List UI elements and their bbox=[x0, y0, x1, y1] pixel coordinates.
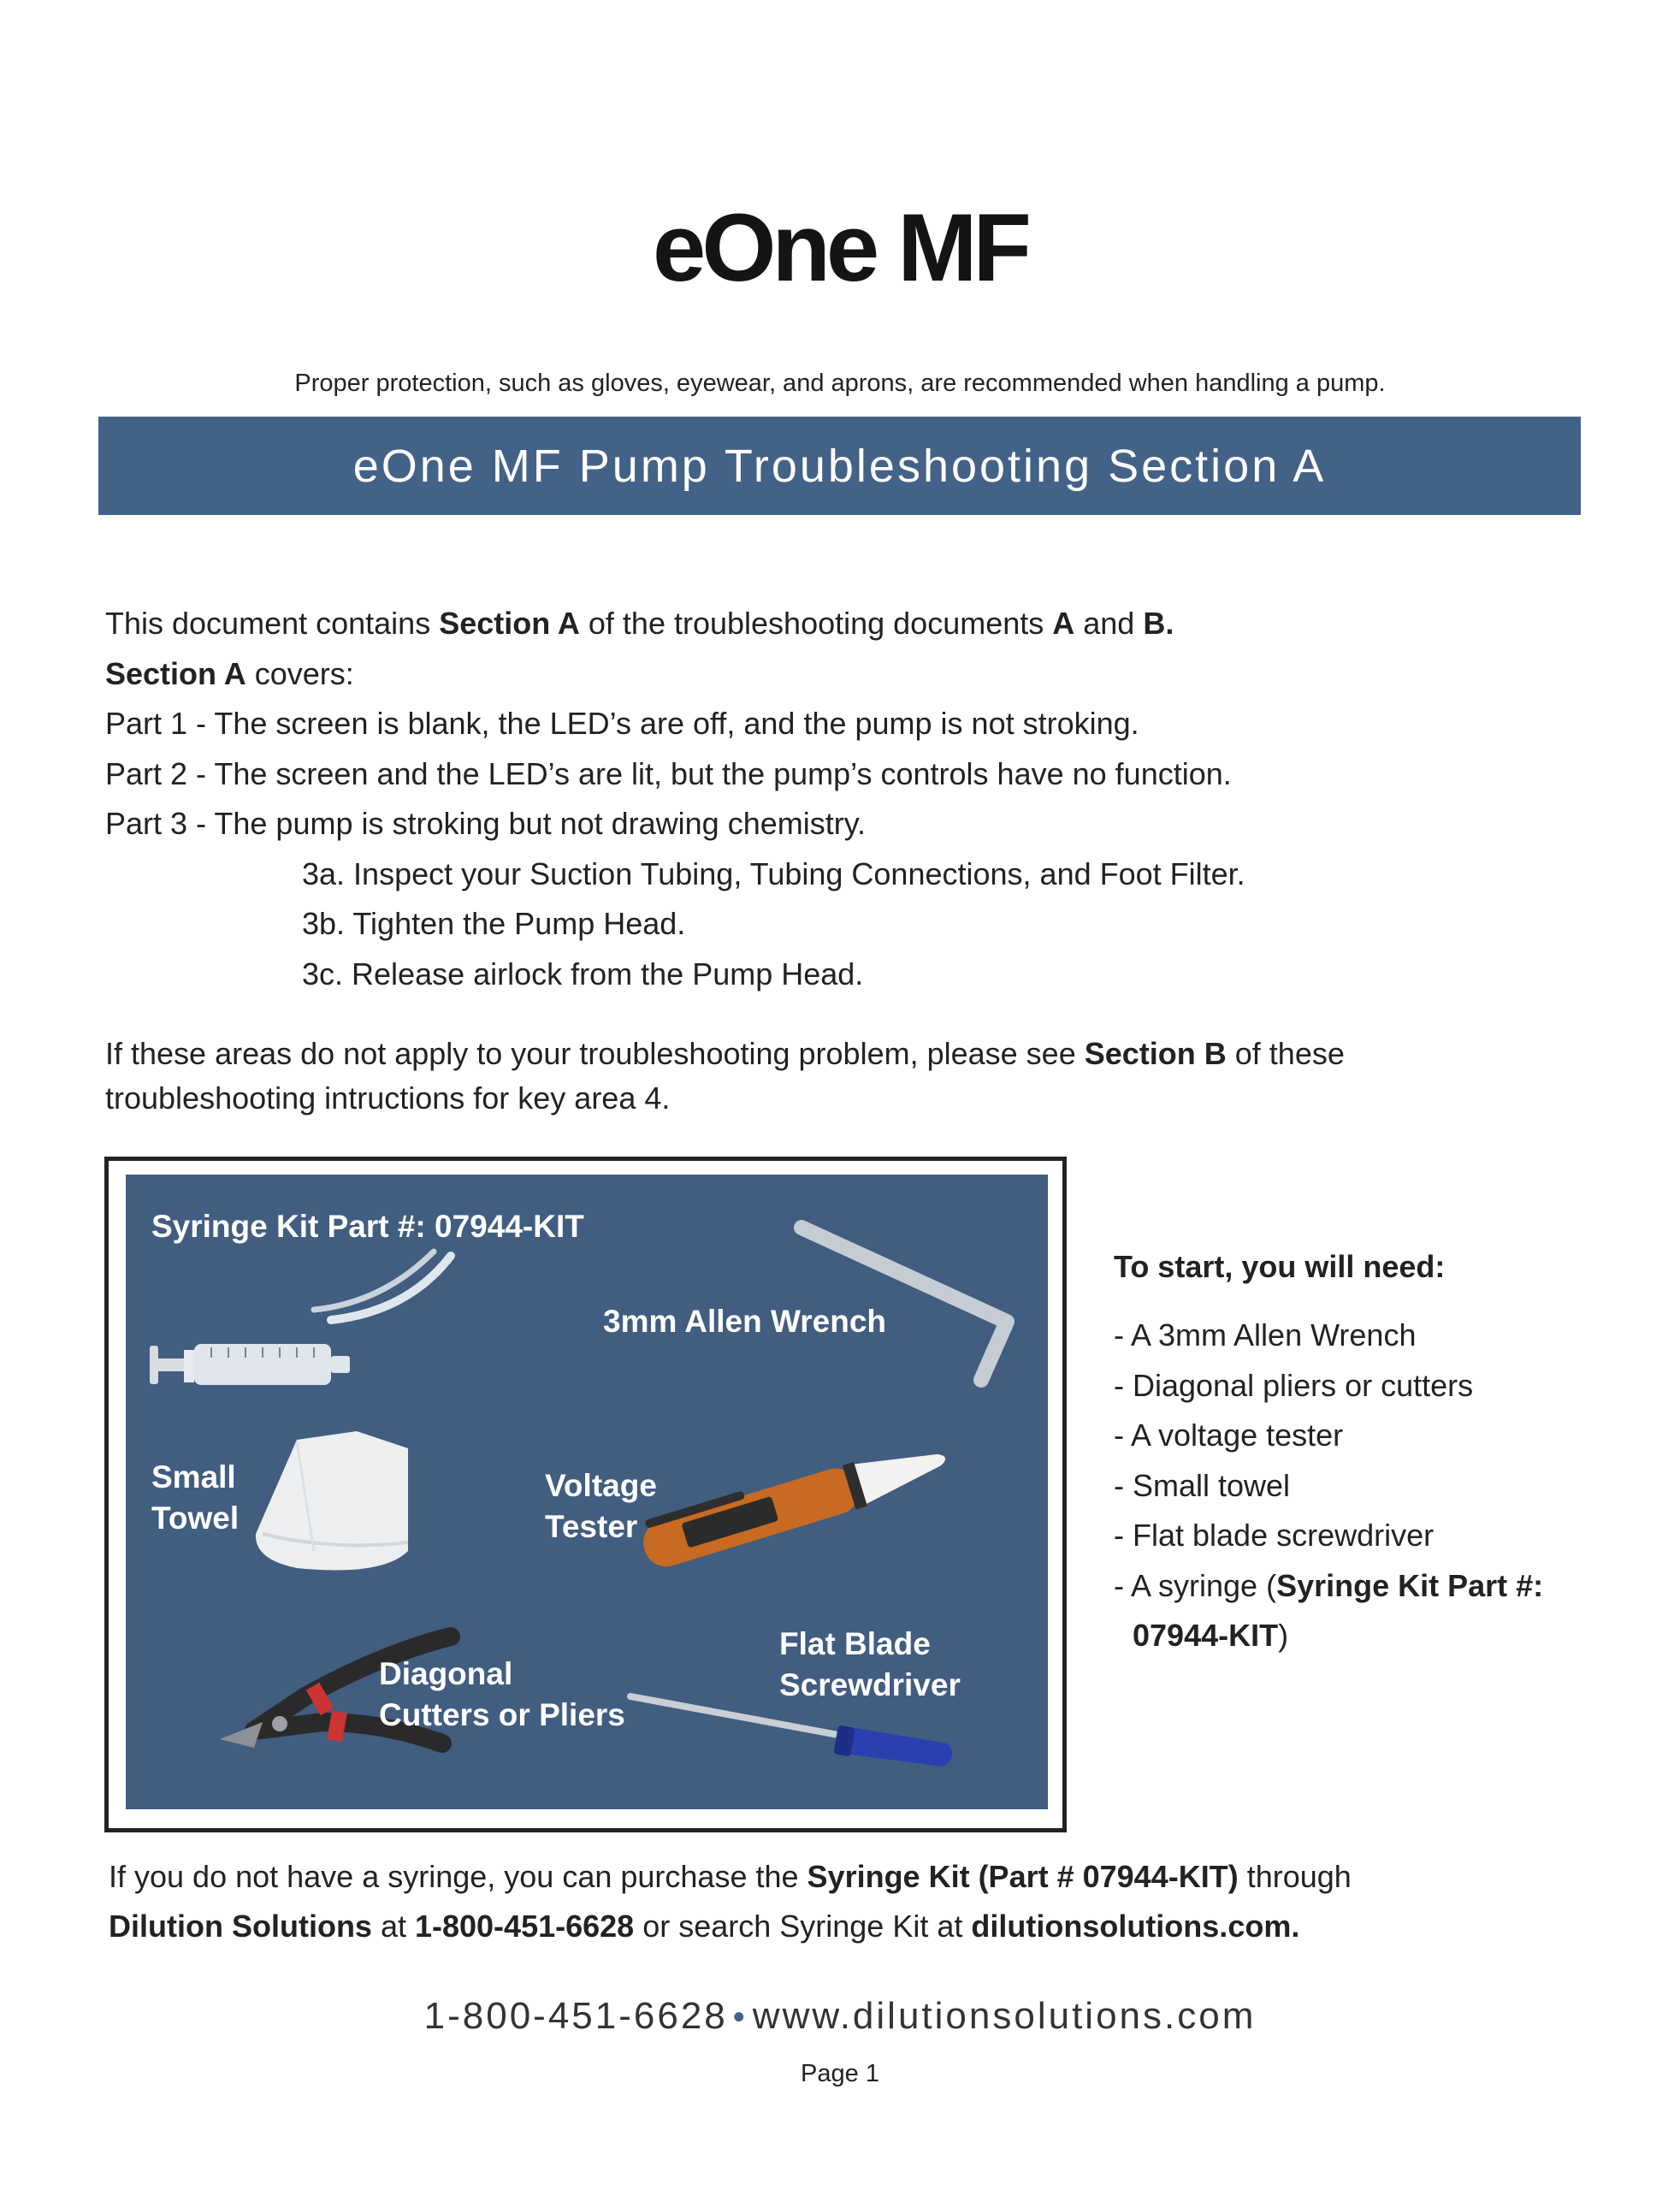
label-voltage-tester bbox=[545, 1465, 657, 1548]
logo-title: eOne MF bbox=[653, 194, 1027, 301]
text: Section B bbox=[1084, 1036, 1227, 1071]
footer-website[interactable]: www.dilutionsolutions.com bbox=[752, 1995, 1257, 2037]
voltage-tester-icon bbox=[636, 1431, 952, 1572]
needs-item: - Flat blade screwdriver bbox=[1114, 1518, 1435, 1553]
text: Screwdriver bbox=[779, 1667, 961, 1702]
intro-line-2 bbox=[105, 649, 1559, 700]
protection-note: Proper protection, such as gloves, eyewear, and aprons, are recommended when handling a pump. bbox=[294, 370, 1386, 397]
text: Small bbox=[151, 1459, 236, 1495]
needs-item: - A 3mm Allen Wrench bbox=[1114, 1317, 1417, 1352]
text: - A syringe ( bbox=[1114, 1567, 1277, 1603]
label-diagonal-cutters bbox=[379, 1654, 625, 1736]
text: covers: bbox=[245, 655, 354, 691]
text: Tester bbox=[545, 1509, 638, 1544]
text: through bbox=[1238, 1859, 1352, 1894]
page-number: Page 1 bbox=[801, 2060, 879, 2087]
intro-block bbox=[105, 599, 1559, 999]
text: If you do not have a syringe, you can purchase the bbox=[109, 1859, 807, 1894]
part-3c: 3c. Release airlock from the Pump Head. bbox=[302, 956, 864, 991]
text: Voltage bbox=[545, 1468, 657, 1503]
text: and bbox=[1074, 606, 1144, 641]
syringe-icon bbox=[150, 1344, 350, 1385]
text: ) bbox=[1278, 1618, 1289, 1653]
text: Syringe Kit (Part # 07944-KIT) bbox=[807, 1859, 1239, 1894]
tools-image bbox=[126, 1175, 1048, 1809]
text: dilutionsolutions.com. bbox=[971, 1909, 1300, 1944]
label-small-towel bbox=[151, 1457, 239, 1539]
label-allen-wrench: 3mm Allen Wrench bbox=[603, 1304, 887, 1339]
footer-phone: 1-800-451-6628 bbox=[423, 1995, 728, 2037]
text: A bbox=[1052, 606, 1075, 641]
needs-item: - Diagonal pliers or cutters bbox=[1114, 1367, 1474, 1403]
needs-item: - Small towel bbox=[1114, 1467, 1291, 1503]
section-banner bbox=[98, 417, 1581, 515]
syringe-tube-2 bbox=[314, 1252, 434, 1310]
part-3b: 3b. Tighten the Pump Head. bbox=[302, 906, 686, 941]
text: Syringe Kit Part #: 07944-KIT bbox=[1133, 1567, 1544, 1653]
text: or search Syringe Kit at bbox=[634, 1909, 972, 1944]
text: Cutters or Pliers bbox=[379, 1697, 625, 1732]
intro-line-1 bbox=[105, 599, 1559, 649]
text: If these areas do not apply to your troubleshooting problem, please see bbox=[105, 1036, 1085, 1071]
text: Section A bbox=[439, 606, 580, 641]
text: of these troubleshooting intructions for key area 4. bbox=[105, 1036, 1345, 1116]
text: Flat Blade bbox=[779, 1626, 931, 1661]
purchase-note bbox=[109, 1852, 1563, 1951]
needs-heading: To start, you will need: bbox=[1114, 1249, 1446, 1284]
section-b-note bbox=[105, 1032, 1491, 1121]
needs-list bbox=[1114, 1249, 1593, 1661]
label-syringe-kit: Syringe Kit Part #: 07944-KIT bbox=[151, 1209, 584, 1244]
towel-icon bbox=[256, 1431, 408, 1571]
footer-contact bbox=[0, 1995, 1680, 2038]
needs-item: - A voltage tester bbox=[1114, 1418, 1344, 1453]
text: of the troubleshooting documents bbox=[579, 606, 1053, 641]
part-3a: 3a. Inspect your Suction Tubing, Tubing Connections, and Foot Filter. bbox=[302, 855, 1245, 891]
text: This document contains bbox=[105, 606, 440, 641]
text: B. bbox=[1143, 606, 1174, 641]
part-3: Part 3 - The pump is stroking but not drawing chemistry. bbox=[105, 806, 867, 841]
part-1: Part 1 - The screen is blank, the LED’s are off, and the pump is not stroking. bbox=[105, 706, 1139, 741]
needs-items bbox=[1114, 1311, 1593, 1661]
text: Section A bbox=[105, 655, 246, 691]
text: 1-800-451-6628 bbox=[414, 1909, 635, 1944]
part-2: Part 2 - The screen and the LED’s are lit, but the pump’s controls have no function. bbox=[105, 755, 1232, 791]
bullet-separator: • bbox=[732, 1998, 748, 2036]
banner-title: eOne MF Pump Troubleshooting Section A bbox=[352, 440, 1327, 492]
needs-item-syringe bbox=[1114, 1561, 1593, 1661]
text: Dilution Solutions bbox=[109, 1909, 372, 1944]
text: Towel bbox=[151, 1500, 240, 1536]
text: at bbox=[371, 1909, 415, 1944]
text: Diagonal bbox=[379, 1656, 513, 1691]
label-flat-blade bbox=[779, 1624, 961, 1706]
screwdriver-icon bbox=[630, 1696, 952, 1767]
